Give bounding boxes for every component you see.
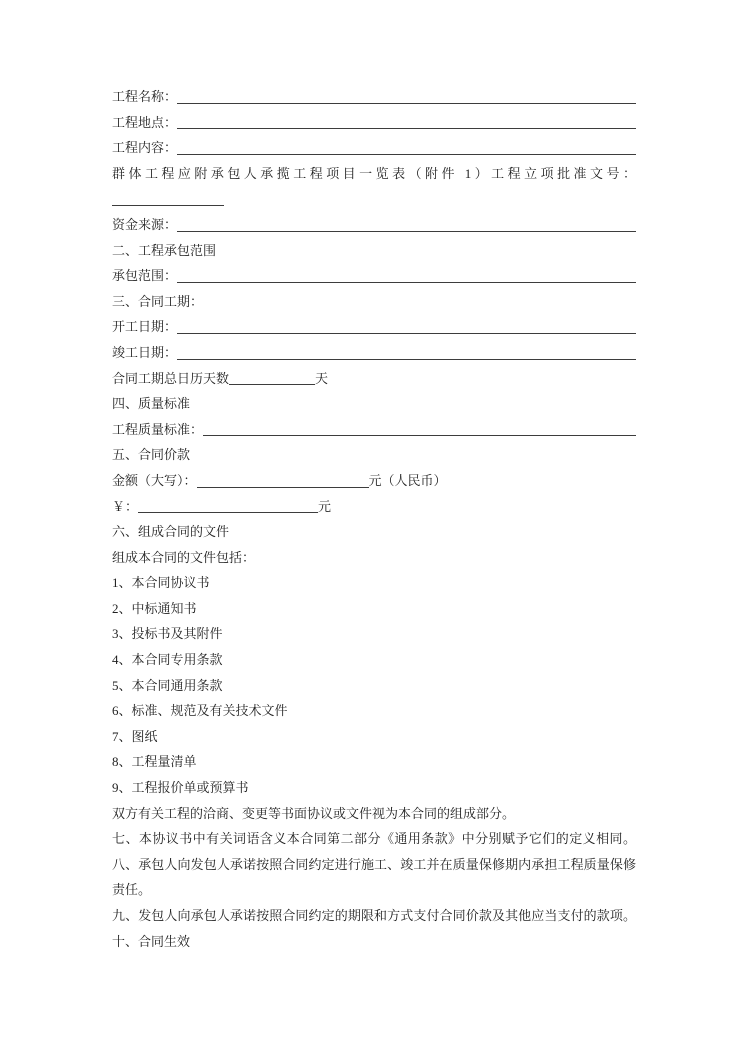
completion-date-blank[interactable] xyxy=(177,340,636,360)
start-date-blank[interactable] xyxy=(177,314,636,334)
heading-section-6: 六、组成合同的文件 xyxy=(112,524,230,540)
list-item-contract-doc-8: 8、工程量清单 xyxy=(112,754,197,770)
field-amount-in-figures xyxy=(112,494,636,520)
total-days-label: 合同工期总日历天数 xyxy=(112,370,230,386)
field-contract-scope xyxy=(112,263,636,289)
project-name-label: 工程名称： xyxy=(112,89,178,104)
attachment-note-line: 群体工程应附承包人承揽工程项目一览表（附件 1）工程立项批准文号： xyxy=(112,165,636,181)
amount-figures-blank[interactable] xyxy=(138,494,318,514)
list-item-contract-doc-7: 7、图纸 xyxy=(112,728,158,744)
field-project-name xyxy=(112,84,636,110)
funding-source-label: 资金来源： xyxy=(112,216,178,232)
quality-standard-label: 工程质量标准： xyxy=(112,421,204,437)
start-date-label: 开工日期： xyxy=(112,319,178,335)
field-project-location xyxy=(112,110,636,136)
para-section-8: 八、承包人向发包人承诺按照合同约定进行施工、竣工并在质量保修期内承担工程质量保修责任。 xyxy=(112,856,636,898)
funding-source-blank[interactable] xyxy=(177,212,636,232)
list-item-contract-doc-4: 4、本合同专用条款 xyxy=(112,652,223,668)
project-location-blank[interactable] xyxy=(177,110,636,130)
list-item-contract-doc-9: 9、工程报价单或预算书 xyxy=(112,780,249,796)
contract-scope-label: 承包范围： xyxy=(112,268,178,284)
project-location-label: 工程地点： xyxy=(112,114,178,130)
para-section-9: 九、发包人向承包人承诺按照合同约定的期限和方式支付合同价款及其他应当支付的款项。 xyxy=(112,908,636,923)
total-days-unit-label: 天 xyxy=(315,370,329,386)
field-funding-source xyxy=(112,212,636,238)
amount-words-unit-label: 元（人民币） xyxy=(368,472,447,488)
amount-figures-label: ￥： xyxy=(112,498,139,514)
contract-body xyxy=(112,84,636,954)
project-name-blank[interactable] xyxy=(177,84,636,104)
para-section-7: 七、本协议书中有关词语含义本合同第二部分《通用条款》中分别赋予它们的定义相同。 xyxy=(112,831,636,847)
project-content-blank[interactable] xyxy=(177,135,636,155)
total-days-blank[interactable] xyxy=(229,366,315,386)
field-total-calendar-days xyxy=(112,366,636,392)
heading-section-3: 三、合同工期： xyxy=(112,293,204,309)
list-item-contract-doc-1: 1、本合同协议书 xyxy=(112,575,210,591)
heading-section-10: 十、合同生效 xyxy=(112,933,191,949)
field-start-date xyxy=(112,314,636,340)
approval-number-blank[interactable] xyxy=(112,186,224,206)
amount-words-label: 金额（大写）： xyxy=(112,472,197,488)
field-project-content xyxy=(112,135,636,161)
quality-standard-blank[interactable] xyxy=(203,417,636,437)
project-content-label: 工程内容： xyxy=(112,140,178,156)
heading-section-5: 五、合同价款 xyxy=(112,447,191,463)
list-item-contract-doc-5: 5、本合同通用条款 xyxy=(112,677,223,693)
heading-section-2: 二、工程承包范围 xyxy=(112,242,217,258)
list-item-contract-doc-3: 3、投标书及其附件 xyxy=(112,626,223,642)
heading-section-4: 四、质量标准 xyxy=(112,396,191,412)
field-quality-standard xyxy=(112,417,636,443)
documents-intro-line: 组成本合同的文件包括： xyxy=(112,549,256,565)
field-completion-date xyxy=(112,340,636,366)
completion-date-label: 竣工日期： xyxy=(112,344,178,360)
contract-scope-blank[interactable] xyxy=(177,263,636,283)
amount-words-blank[interactable] xyxy=(197,468,369,488)
list-item-contract-doc-2: 2、中标通知书 xyxy=(112,600,197,616)
list-item-contract-doc-6: 6、标准、规范及有关技术文件 xyxy=(112,703,288,719)
approval-number-continuation-row xyxy=(112,186,636,212)
field-amount-in-words xyxy=(112,468,636,494)
para-supplementary-agreements: 双方有关工程的洽商、变更等书面协议或文件视为本合同的组成部分。 xyxy=(112,805,516,821)
amount-figures-unit-label: 元 xyxy=(318,498,332,514)
